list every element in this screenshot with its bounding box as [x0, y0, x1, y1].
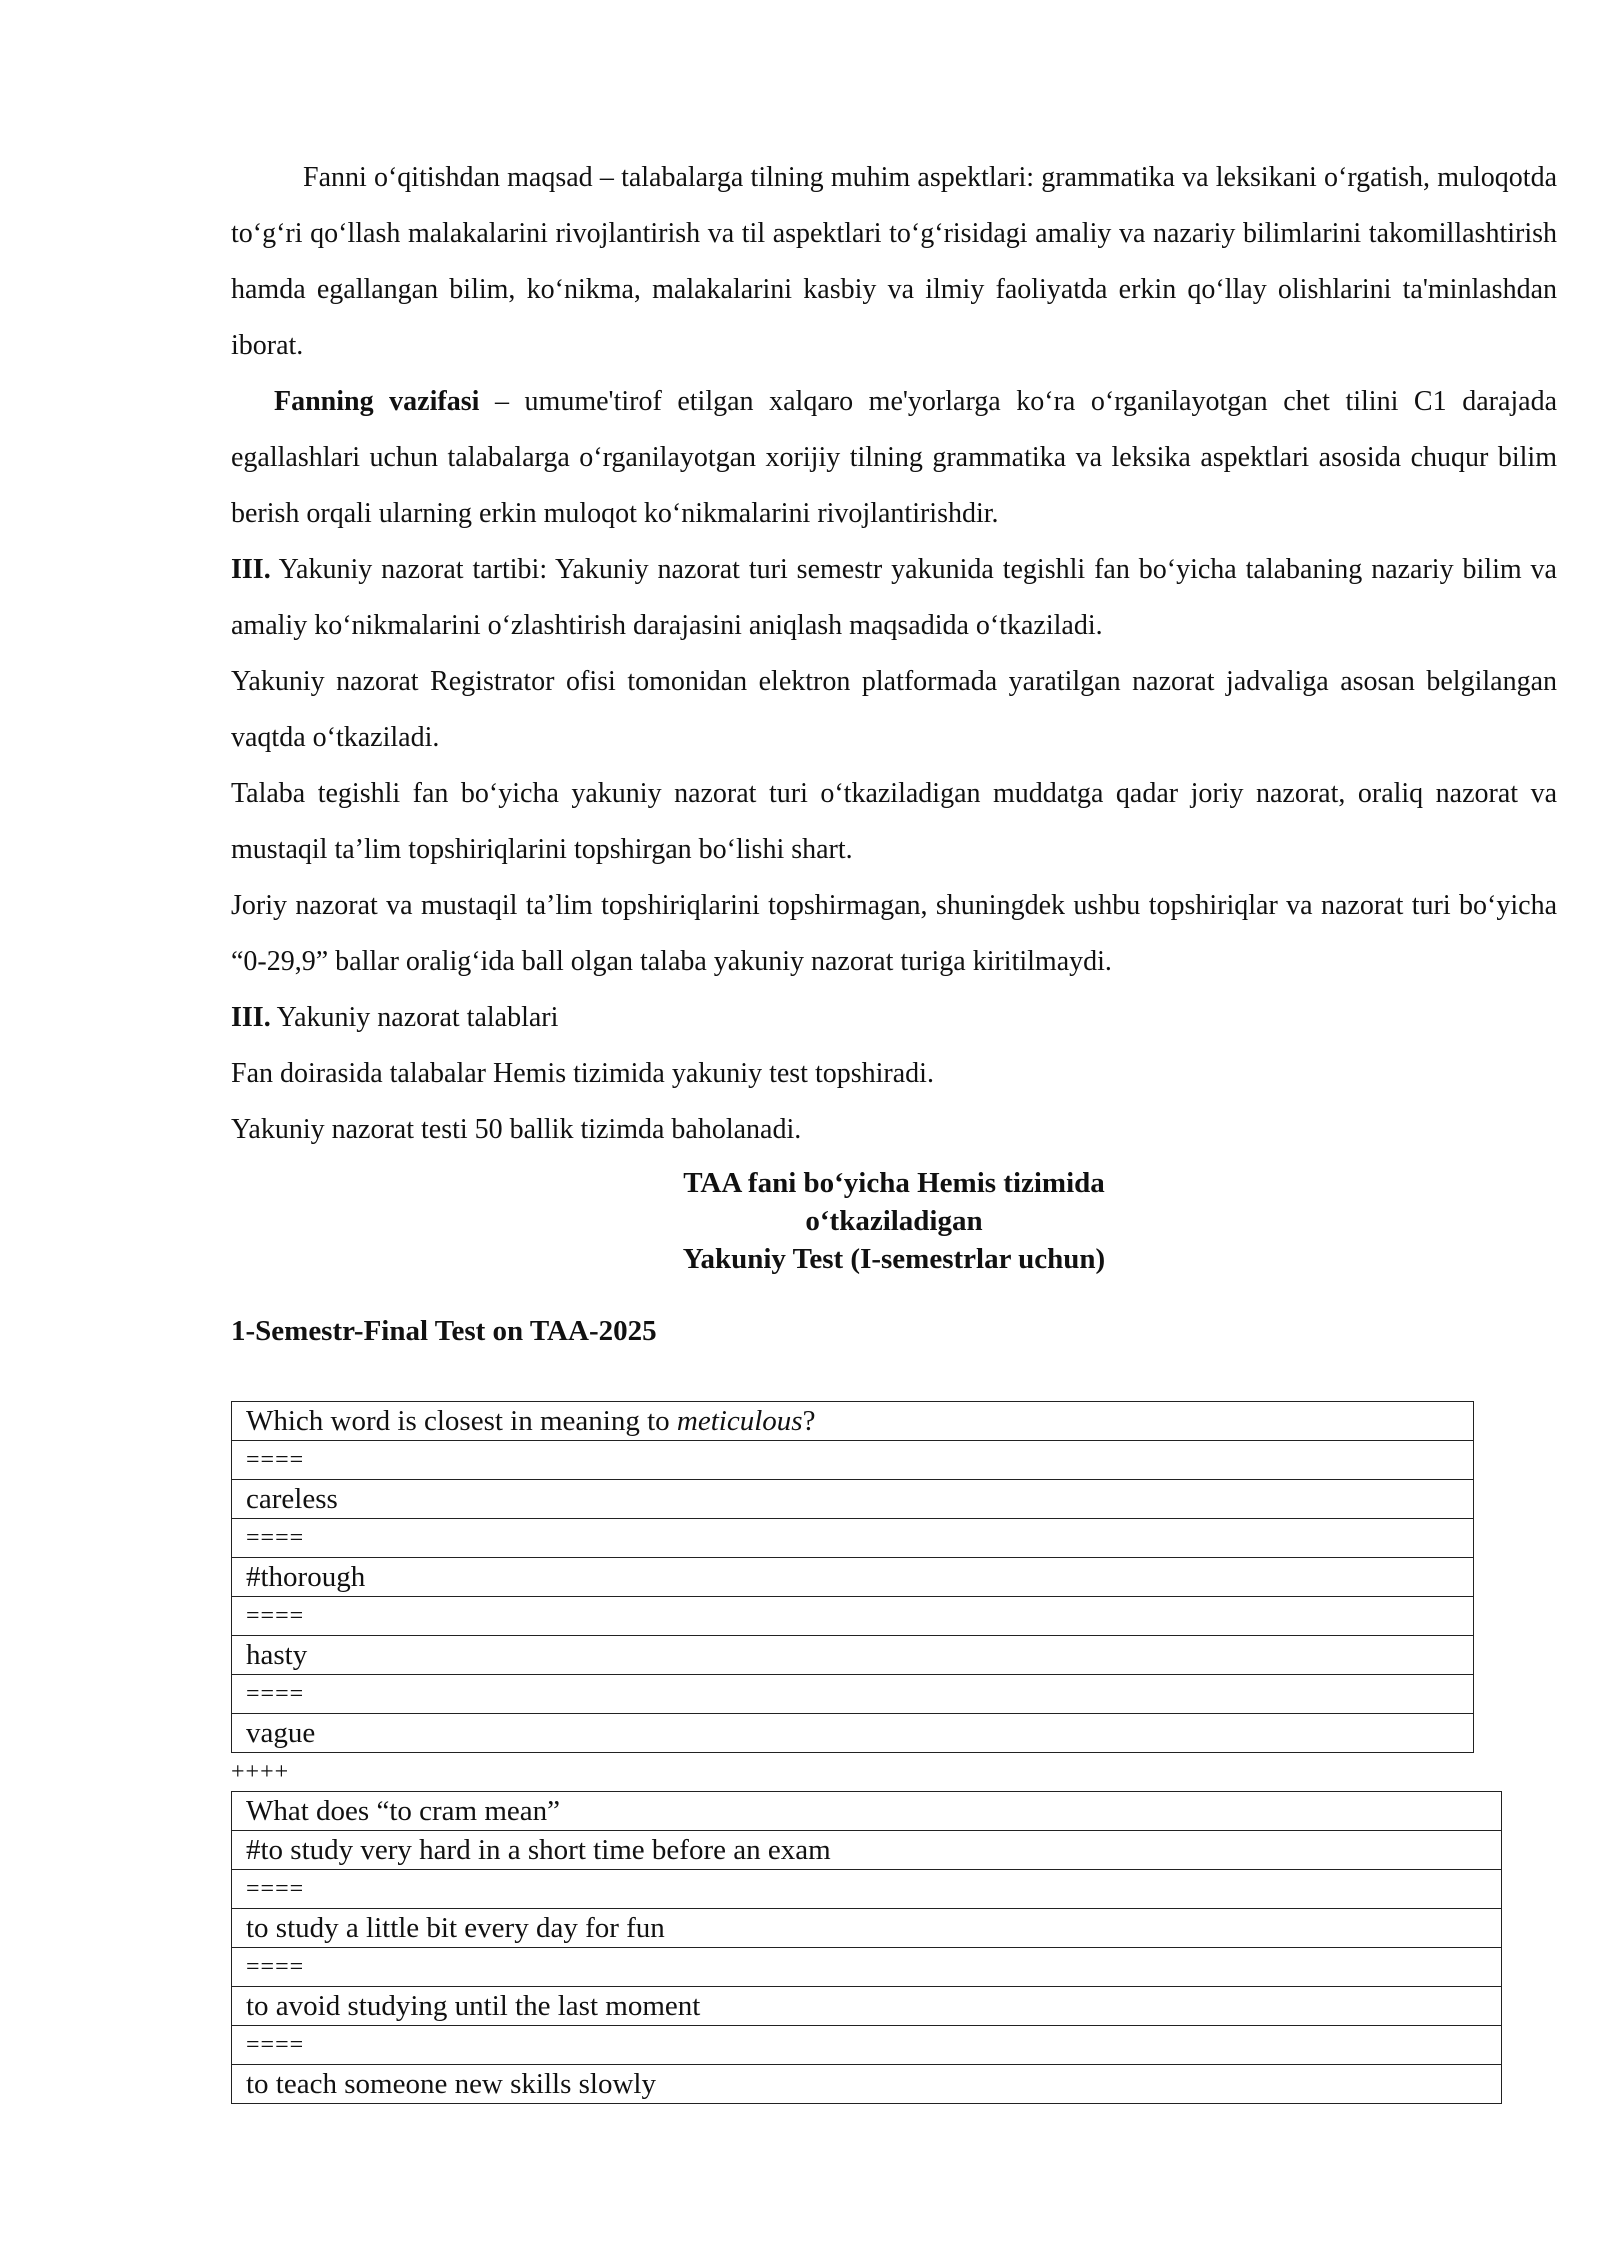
- option-row: [232, 1558, 1474, 1597]
- option-cell: to teach someone new skills slowly: [232, 2065, 1502, 2104]
- registrar-text: Yakuniy nazorat Registrator ofisi tomonidan elektron platformada yaratilgan nazorat jadvaliga asosan belgilangan vaqtda o‘tkaziladi.: [231, 666, 1557, 753]
- separator-row: [232, 2026, 1502, 2065]
- option-cell: to avoid studying until the last moment: [232, 1987, 1502, 2026]
- hemis-test-text: Fan doirasida talabalar Hemis tizimida yakuniy test topshiradi.: [231, 1058, 934, 1089]
- test-heading: [231, 1164, 1557, 1278]
- separator-cell: ====: [232, 2026, 1502, 2065]
- separator-cell: ====: [232, 1519, 1474, 1558]
- paragraph-student-requirement: [231, 766, 1557, 878]
- paragraph-grading: [231, 1102, 1557, 1158]
- option-row: [232, 1909, 1502, 1948]
- separator-row: [232, 1675, 1474, 1714]
- option-row: [232, 1987, 1502, 2026]
- option-row: [232, 1480, 1474, 1519]
- tasks-text: – umume'tirof etilgan xalqaro me'yorlarga ko‘ra o‘rganilayotgan chet tilini C1 darajada egallashlari uchun talabalarga o‘rganilayotgan xorijiy tilning grammatika va leksika aspektlari asosida chuqur bilim berish orqali ularning erkin muloqot ko‘nikmalarini rivojlantirishdir.: [231, 386, 1558, 529]
- option-cell: careless: [232, 1480, 1474, 1519]
- question-keyword: meticulous: [676, 1405, 803, 1437]
- question-block-separator: ++++: [231, 1759, 290, 1785]
- paragraph-exclusion: [231, 878, 1557, 990]
- test-heading-line-2: o‘tkaziladigan: [805, 1205, 983, 1237]
- question-row: [232, 1792, 1502, 1831]
- option-cell: to study a little bit every day for fun: [232, 1909, 1502, 1948]
- final-control-order-text: Yakuniy nazorat tartibi: Yakuniy nazorat turi semestr yakunida tegishli fan bo‘yicha talabaning nazariy bilim va amaliy ko‘nikmalarini o‘zlashtirish darajasini aniqlash maqsadida o‘tkaziladi.: [231, 554, 1557, 641]
- correct-option-cell: #thorough: [232, 1558, 1474, 1597]
- separator-cell: ====: [232, 1597, 1474, 1636]
- exclusion-text: Joriy nazorat va mustaqil ta’lim topshiriqlarini topshirmagan, shuningdek ushbu topshiriqlar va nazorat turi bo‘yicha “0-29,9” ballar oralig‘ida ball olgan talaba yakuniy nazorat turiga kiritilmaydi.: [231, 890, 1557, 977]
- grading-text: Yakuniy nazorat testi 50 ballik tizimda baholanadi.: [231, 1114, 802, 1145]
- separator-cell: ====: [232, 1441, 1474, 1480]
- section-number: III.: [231, 554, 271, 585]
- test-heading-line-3: Yakuniy Test (I-semestrlar uchun): [682, 1243, 1106, 1275]
- document-page: [231, 150, 1557, 2104]
- option-row: [232, 2065, 1502, 2104]
- option-row: [232, 1714, 1474, 1753]
- paragraph-requirements-heading: [231, 990, 1557, 1046]
- option-cell: hasty: [232, 1636, 1474, 1675]
- separator-row: [232, 1597, 1474, 1636]
- separator-row: [232, 1870, 1502, 1909]
- option-cell: vague: [232, 1714, 1474, 1753]
- separator-cell: ====: [232, 1870, 1502, 1909]
- paragraph-tasks: [231, 374, 1557, 542]
- question-table-2: [231, 1791, 1502, 2104]
- student-requirement-text: Talaba tegishli fan bo‘yicha yakuniy nazorat turi o‘tkaziladigan muddatga qadar joriy nazorat, oraliq nazorat va mustaqil ta’lim topshiriqlarini topshirgan bo‘lishi shart.: [231, 778, 1557, 865]
- semester-title: 1-Semestr-Final Test on TAA-2025: [231, 1315, 657, 1347]
- separator-row: [232, 1519, 1474, 1558]
- question-table-1: [231, 1401, 1474, 1753]
- option-row: [232, 1831, 1502, 1870]
- question-text: Which word is closest in meaning to: [246, 1405, 677, 1437]
- paragraph-aim: [231, 150, 1557, 374]
- separator-cell: ====: [232, 1948, 1502, 1987]
- tasks-label: Fanning vazifasi: [274, 386, 480, 417]
- section-number: III.: [231, 1002, 271, 1033]
- paragraph-registrar: [231, 654, 1557, 766]
- question-row: [232, 1402, 1474, 1441]
- option-row: [232, 1636, 1474, 1675]
- separator-row: [232, 1948, 1502, 1987]
- paragraph-hemis-test: [231, 1046, 1557, 1102]
- question-cell: What does “to cram mean”: [232, 1792, 1502, 1831]
- test-heading-line-1: TAA fani bo‘yicha Hemis tizimida: [683, 1167, 1105, 1199]
- question-mark: ?: [802, 1405, 816, 1437]
- separator-cell: ====: [232, 1675, 1474, 1714]
- correct-option-cell: #to study very hard in a short time before an exam: [232, 1831, 1502, 1870]
- requirements-heading-text: Yakuniy nazorat talablari: [270, 1002, 559, 1033]
- aim-text: Fanni o‘qitishdan maqsad – talabalarga tilning muhim aspektlari: grammatika va leksikani o‘rgatish, muloqotda to‘g‘ri qo‘llash malakalarini rivojlantirish va til aspektlari to‘g‘risidagi amaliy va nazariy bilimlarini takomillashtirish hamda egallangan bilim, ko‘nikma, malakalarini kasbiy va ilmiy faoliyatda erkin qo‘llay olishlarini ta'minlashdan iborat.: [231, 162, 1557, 361]
- separator-row: [232, 1441, 1474, 1480]
- paragraph-final-control-order: [231, 542, 1557, 654]
- question-cell: [232, 1402, 1474, 1441]
